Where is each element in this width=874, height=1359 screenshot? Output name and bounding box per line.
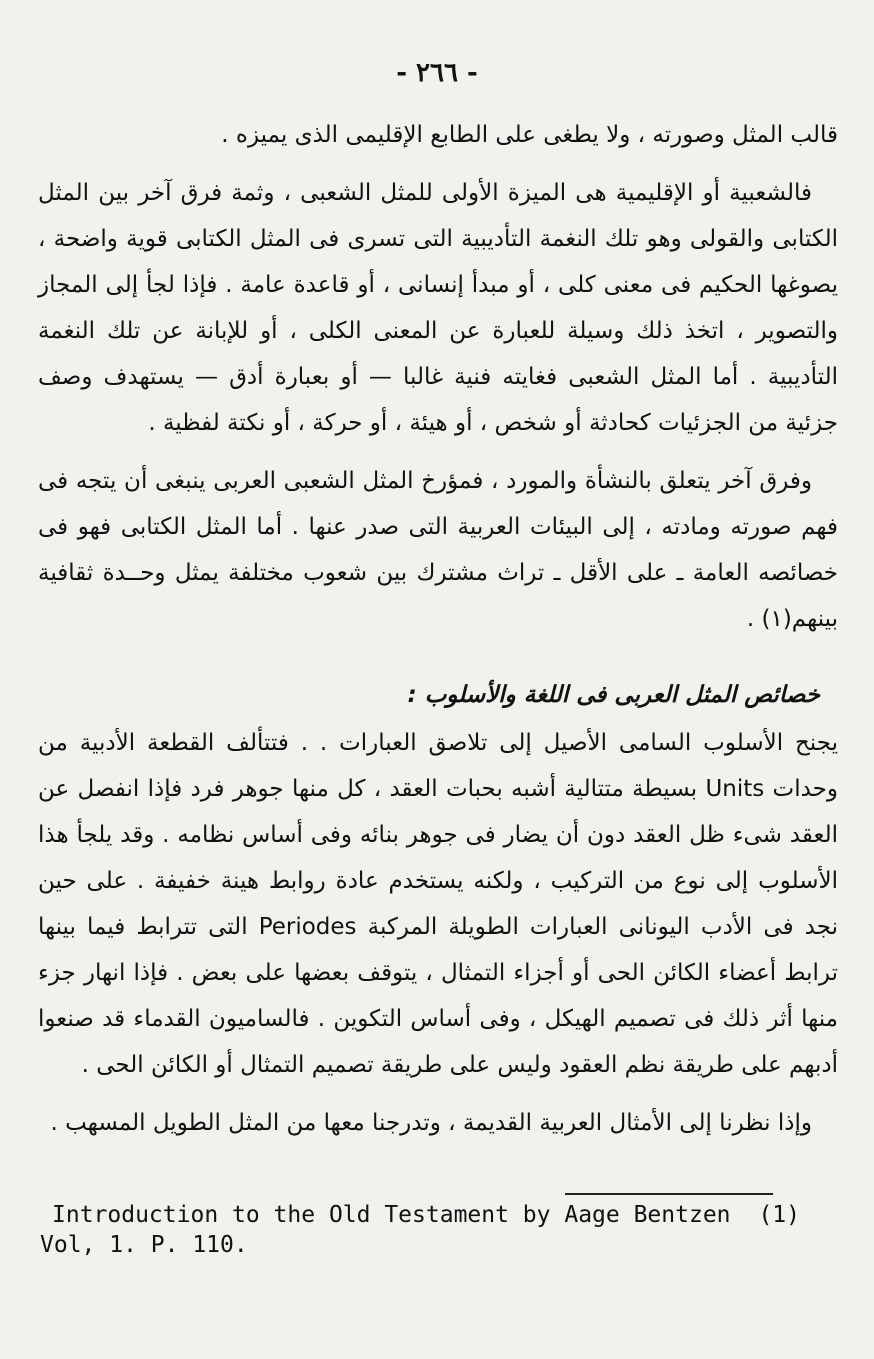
footnote-marker: (1) [758,1202,800,1228]
section-heading: خصائص المثل العربى فى اللغة والأسلوب : [407,682,820,708]
paragraph-1: قالب المثل وصورته ، ولا يطغى على الطابع الإقليمى الذى يميزه . [221,122,838,148]
footnote-line-1 [40,1200,800,1230]
paragraph-2: فالشعبية أو الإقليمية هى الميزة الأولى للمثل الشعبى ، وثمة فرق آخر بين المثل الكتابى والقولى وهو تلك النغمة التأديبية التى تسرى فى المثل الكتابى قوية واضحة ، يصوغها الحكيم فى معنى كلى ، أو مبدأ إنسانى ، أو قاعدة عامة . فإذا لجأ إلى المجاز والتصوير ، اتخذ ذلك وسيلة للعبارة عن المعنى الكلى ، أو للإبانة عن تلك النغمة التأديبية . أما المثل الشعبى فغايته فنية غالبا — أو بعبارة أدق — يستهدف وصف جزئية من الجزئيات كحادثة أو شخص ، أو هيئة ، أو حركة ، أو نكتة لفظية . [38,180,838,436]
paragraph-3: وفرق آخر يتعلق بالنشأة والمورد ، فمؤرخ المثل الشعبى العربى ينبغى أن يتجه فى فهم صورته ومادته ، إلى البيئات العربية التى صدر عنها . أما المثل الكتابى فهو فى خصائصه العامة ـ على الأقل ـ تراث مشترك بين شعوب مختلفة يمثل وحــدة ثقافية بينهم(١) . [38,468,838,632]
footnote-separator [565,1193,773,1195]
footnote-citation: Introduction to the Old Testament by Aage Bentzen [52,1202,731,1228]
footnote-line-2: Vol, 1. P. 110. [40,1232,248,1258]
section-paragraph-2: وإذا نظرنا إلى الأمثال العربية القديمة ، وتدرجنا معها من المثل الطويل المسهب . [50,1110,812,1136]
page-number: - ٢٦٦ - [396,58,478,88]
footnote [40,1200,800,1260]
section-paragraph-1: يجنح الأسلوب السامى الأصيل إلى تلاصق العبارات . . فتتألف القطعة الأدبية من وحدات Units بسيطة متتالية أشبه بحبات العقد ، كل منها جوهر فرد فإذا انفصل عن العقد شىء ظل العقد دون أن يضار فى جوهر بنائه وفى أساس نظامه . وقد يلجأ هذا الأسلوب إلى نوع من التركيب ، ولكنه يستخدم عادة روابط هينة خفيفة . على حين نجد فى الأدب اليونانى العبارات الطويلة المركبة Periodes التى تترابط فيما بينها ترابط أعضاء الكائن الحى أو أجزاء التمثال ، يتوقف بعضها على بعض . فإذا انهار جزء منها أثر ذلك فى تصميم الهيكل ، وفى أساس التكوين . فالساميون القدماء قد صنعوا أدبهم على طريقة نظم العقود وليس على طريقة تصميم التمثال أو الكائن الحى . [38,730,838,1078]
main-text [38,112,838,1158]
